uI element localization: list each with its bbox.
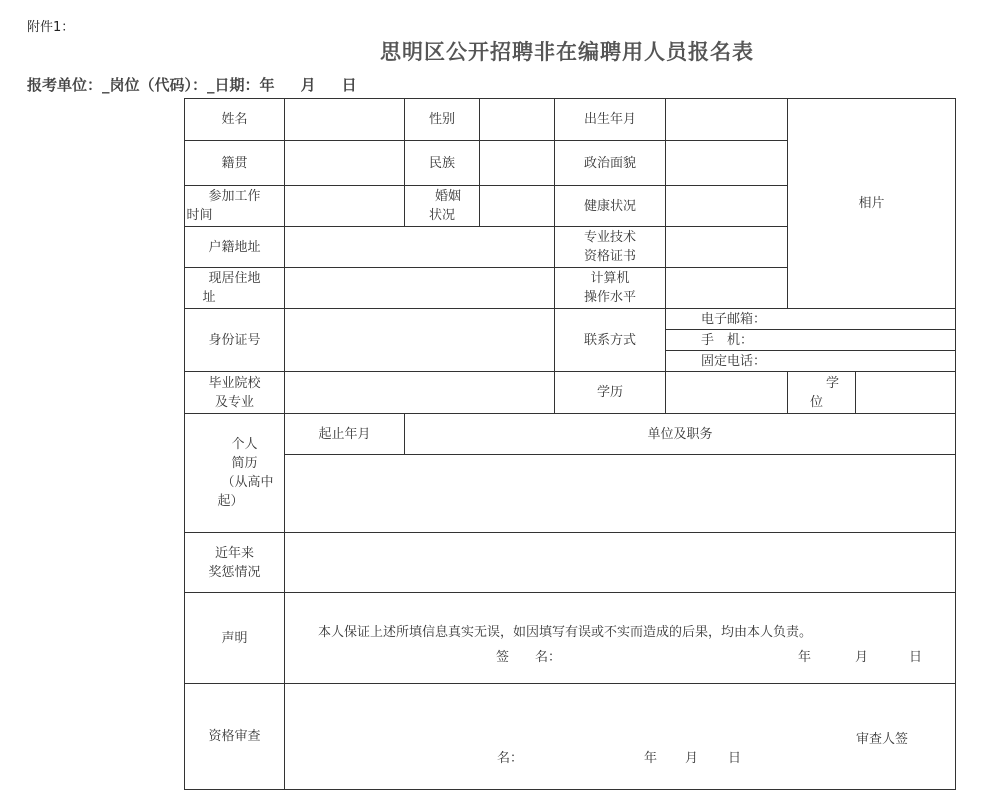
cert-label [554,226,666,268]
work-start-label [184,185,285,227]
declaration-month: 月 [855,650,869,665]
work-start-line2: 时间 [186,208,213,223]
declaration-label: 声明 [184,592,285,684]
awards-line2: 奖惩情况 [208,564,261,580]
resume-label [184,413,285,533]
name-label: 姓名 [184,98,285,141]
cert-line1: 专业技术 [583,230,636,245]
degree-input[interactable] [855,371,956,414]
political-status-input[interactable] [665,140,788,186]
native-place-input[interactable] [284,140,405,186]
reviewer-name-label: 名： [497,751,524,766]
marital-line1: 婚姻 [434,189,461,204]
resume-input[interactable] [284,454,956,533]
degree-line2: 位 [809,394,823,410]
gender-input[interactable] [479,98,555,141]
work-start-input[interactable] [284,185,405,227]
education-label: 学历 [554,371,666,414]
resume-line4: 起） [217,494,244,509]
resume-line3: （从高中 [221,475,274,490]
education-input[interactable] [665,371,788,414]
reviewer-sign-label: 审查人签 [856,732,909,747]
contact-label: 联系方式 [554,308,666,372]
photo-box[interactable]: 相片 [787,98,956,309]
page-title: 思明区公开招聘非在编聘用人员报名表 [380,39,754,64]
residence-label [184,267,285,309]
hukou-input[interactable] [284,226,555,268]
awards-label [184,532,285,593]
marital-line2: 状况 [428,208,455,223]
computer-line1: 计算机 [590,271,630,286]
political-status-label: 政治面貌 [554,140,666,186]
work-start-line1: 参加工作 [208,189,261,204]
hukou-label: 户籍地址 [184,226,285,268]
degree-label [787,371,856,414]
residence-line1: 现居住地 [208,271,261,286]
computer-input[interactable] [665,267,788,309]
id-number-label: 身份证号 [184,308,285,372]
resume-line1: 个人 [231,437,258,452]
health-label: 健康状况 [554,185,666,227]
cert-input[interactable] [665,226,788,268]
name-input[interactable] [284,98,405,141]
school-label [184,371,285,414]
awards-line1: 近年来 [214,545,254,561]
landline-field[interactable]: 固定电话： [665,350,956,372]
position-label: _岗位（代码）： [102,76,208,94]
ethnicity-label: 民族 [404,140,480,186]
period-header: 起止年月 [284,413,405,455]
residence-line2: 址 [202,290,216,305]
declaration-text: 本人保证上述所填信息真实无误，如因填写有误或不实而造成的后果，均由本人负责。 [318,625,813,640]
declaration-day: 日 [909,650,923,665]
computer-line2: 操作水平 [583,290,636,305]
declaration-sign-label: 签 名： [496,650,562,665]
resume-line2: 简历 [231,456,258,471]
marital-label [404,185,480,227]
review-month: 月 [685,751,699,766]
date-year: 年 [259,76,275,94]
degree-line1: 学 [825,375,839,391]
date-label: _日期： [207,76,260,94]
school-line2: 及专业 [214,394,254,410]
birth-label: 出生年月 [554,98,666,141]
ethnicity-input[interactable] [479,140,555,186]
mobile-field[interactable]: 手 机： [665,329,956,351]
review-year: 年 [644,751,658,766]
review-label: 资格审查 [184,683,285,790]
native-place-label: 籍贯 [184,140,285,186]
awards-input[interactable] [284,532,956,593]
cert-line2: 资格证书 [583,249,636,264]
gender-label: 性别 [404,98,480,141]
residence-input[interactable] [284,267,555,309]
id-number-input[interactable] [284,308,555,372]
registration-form [185,99,957,791]
declaration-year: 年 [798,650,812,665]
email-field[interactable]: 电子邮箱： [665,308,956,330]
date-month: 月 [300,76,316,94]
date-day: 日 [341,76,357,94]
birth-input[interactable] [665,98,788,141]
apply-unit-label: 报考单位： [27,76,103,94]
apply-info-line [27,74,357,95]
review-day: 日 [728,751,742,766]
attachment-label: 附件1： [27,20,75,35]
health-input[interactable] [665,185,788,227]
computer-label [554,267,666,309]
school-line1: 毕业院校 [208,375,261,391]
marital-input[interactable] [479,185,555,227]
org-position-header: 单位及职务 [404,413,956,455]
school-input[interactable] [284,371,555,414]
